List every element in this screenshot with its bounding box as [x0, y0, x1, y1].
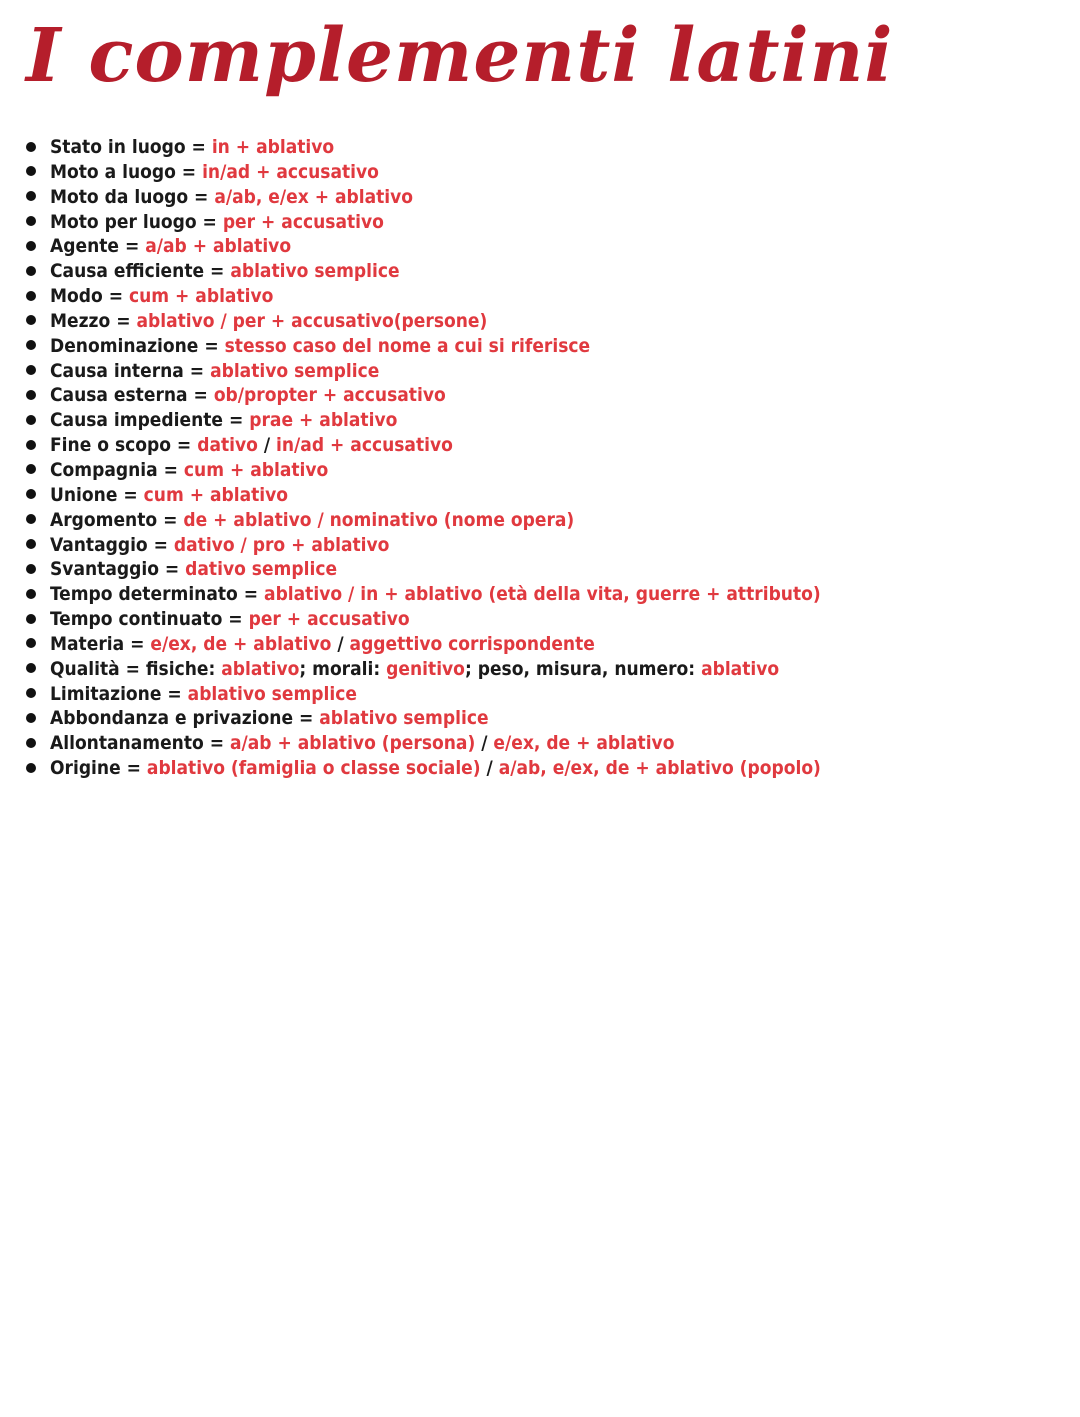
complement-term: Mezzo	[50, 309, 111, 332]
rule-text: ablativo	[701, 657, 780, 680]
bullet-icon	[26, 216, 36, 226]
bullet-icon	[26, 614, 36, 624]
complement-term: Tempo determinato	[50, 583, 238, 606]
rule-text: a/ab + ablativo	[145, 235, 292, 258]
rule-text: cum + ablativo	[143, 483, 289, 506]
equals-sign: =	[119, 657, 146, 680]
complement-term: Agente	[50, 235, 120, 258]
list-item	[26, 234, 821, 259]
rule-text: e/ex, de + ablativo	[150, 632, 332, 655]
bullet-icon	[26, 489, 36, 499]
rule-text: dativo	[197, 434, 258, 457]
rule-text: ablativo semplice	[319, 707, 489, 730]
bullet-icon	[26, 539, 36, 549]
complement-term: Moto da luogo	[50, 185, 189, 208]
rule-text: a/ab, e/ex + ablativo	[214, 185, 414, 208]
equals-sign: =	[175, 160, 203, 183]
list-item	[26, 483, 821, 508]
bullet-icon	[26, 663, 36, 673]
equals-sign: =	[157, 508, 184, 531]
complement-term: Vantaggio	[50, 533, 148, 556]
bullet-icon	[26, 638, 36, 648]
rule-text: per + accusativo	[248, 608, 410, 631]
complement-term: Modo	[50, 285, 103, 308]
connector-text: ; peso, misura, numero:	[464, 657, 702, 680]
rule-text: prae + ablativo	[249, 409, 398, 432]
complement-term: Allontanamento	[50, 732, 204, 755]
rule-text: a/ab, e/ex, de + ablativo (popolo)	[498, 757, 821, 780]
list-item	[26, 657, 821, 682]
rule-text: aggettivo corrispondente	[349, 632, 595, 655]
equals-sign: =	[293, 707, 320, 730]
equals-sign: =	[124, 632, 151, 655]
list-item	[26, 557, 821, 582]
equals-sign: =	[102, 285, 129, 308]
rule-text: ablativo semplice	[210, 359, 380, 382]
rule-text: in/ad + accusativo	[202, 160, 379, 183]
complement-term: Qualità	[50, 657, 120, 680]
list-item	[26, 408, 821, 433]
complement-term: Denominazione	[50, 334, 199, 357]
bullet-icon	[26, 514, 36, 524]
list-item	[26, 210, 821, 235]
complement-term: Svantaggio	[50, 558, 159, 581]
rule-text: ablativo (famiglia o classe sociale)	[146, 757, 481, 780]
equals-sign: =	[117, 483, 144, 506]
equals-sign: =	[119, 235, 146, 258]
rule-text: genitivo	[386, 657, 465, 680]
rule-text: per + accusativo	[222, 210, 384, 233]
connector-text: /	[480, 757, 499, 780]
rule-text: cum + ablativo	[128, 285, 274, 308]
rule-text: ablativo / per + accusativo(persone)	[136, 309, 488, 332]
rule-text: ablativo semplice	[230, 260, 400, 283]
list-item	[26, 756, 821, 781]
bullet-icon	[26, 142, 36, 152]
complement-term: Tempo continuato	[50, 608, 223, 631]
equals-sign: =	[157, 458, 184, 481]
rule-text: dativo semplice	[185, 558, 338, 581]
list-item	[26, 433, 821, 458]
bullet-icon	[26, 291, 36, 301]
list-item	[26, 259, 821, 284]
bullet-icon	[26, 365, 36, 375]
list-item	[26, 682, 821, 707]
rule-text: in + ablativo	[211, 136, 335, 158]
complement-term: Argomento	[50, 508, 158, 531]
equals-sign: =	[203, 732, 230, 755]
rule-text: dativo / pro + ablativo	[173, 533, 390, 556]
complement-term: Unione	[50, 483, 118, 506]
bullet-icon	[26, 390, 36, 400]
rule-text: e/ex, de + ablativo	[493, 732, 675, 755]
rule-text: ablativo semplice	[187, 682, 357, 705]
bullet-icon	[26, 688, 36, 698]
complement-term: Abbondanza e privazione	[50, 707, 294, 730]
connector-text: /	[257, 434, 277, 457]
list-item	[26, 632, 821, 657]
equals-sign: =	[185, 136, 212, 158]
list-item	[26, 731, 821, 756]
list-item	[26, 533, 821, 558]
list-item	[26, 334, 821, 359]
complement-term: Causa esterna	[50, 384, 188, 407]
equals-sign: =	[222, 608, 249, 631]
bullet-icon	[26, 464, 36, 474]
list-item	[26, 706, 821, 731]
complement-term: Fine o scopo	[50, 434, 171, 457]
complement-term: Materia	[50, 632, 125, 655]
rule-text: cum + ablativo	[183, 458, 329, 481]
list-item	[26, 582, 821, 607]
list-item	[26, 160, 821, 185]
list-item	[26, 284, 821, 309]
list-item	[26, 508, 821, 533]
rule-text: a/ab + ablativo (persona)	[229, 732, 476, 755]
rule-text: ob/propter + accusativo	[213, 384, 446, 407]
connector-text: /	[331, 632, 350, 655]
list-item	[26, 458, 821, 483]
bullet-icon	[26, 315, 36, 325]
bullet-icon	[26, 166, 36, 176]
list-item	[26, 383, 821, 408]
list-item	[26, 607, 821, 632]
complement-list	[26, 135, 821, 781]
equals-sign: =	[237, 583, 265, 606]
connector-text: fisiche:	[145, 657, 222, 680]
rule-text: de + ablativo / nominativo (nome opera)	[183, 508, 575, 531]
bullet-icon	[26, 340, 36, 350]
list-item	[26, 185, 821, 210]
bullet-icon	[26, 589, 36, 599]
complement-term: Moto a luogo	[50, 160, 176, 183]
equals-sign: =	[187, 384, 214, 407]
rule-text: ablativo / in + ablativo (età della vita, guerre + attributo)	[264, 583, 821, 606]
rule-text: ablativo	[221, 657, 300, 680]
bullet-icon	[26, 191, 36, 201]
list-item	[26, 309, 821, 334]
equals-sign: =	[223, 409, 250, 432]
bullet-icon	[26, 440, 36, 450]
equals-sign: =	[161, 682, 188, 705]
complement-term: Compagnia	[50, 458, 158, 481]
equals-sign: =	[170, 434, 198, 457]
bullet-icon	[26, 241, 36, 251]
equals-sign: =	[158, 558, 186, 581]
connector-text: ; morali:	[299, 657, 387, 680]
complement-term: Stato in luogo	[50, 136, 186, 158]
bullet-icon	[26, 738, 36, 748]
bullet-icon	[26, 713, 36, 723]
list-item	[26, 135, 821, 160]
bullet-icon	[26, 266, 36, 276]
equals-sign: =	[198, 334, 225, 357]
bullet-icon	[26, 415, 36, 425]
complement-term: Causa efficiente	[50, 260, 205, 283]
equals-sign: =	[196, 210, 223, 233]
equals-sign: =	[120, 757, 147, 780]
complement-term: Limitazione	[50, 682, 162, 705]
complement-term: Causa impediente	[50, 409, 224, 432]
equals-sign: =	[188, 185, 215, 208]
rule-text: stesso caso del nome a cui si riferisce	[224, 334, 591, 357]
complement-term: Moto per luogo	[50, 210, 197, 233]
equals-sign: =	[147, 533, 174, 556]
bullet-icon	[26, 564, 36, 574]
complement-term: Origine	[50, 757, 121, 780]
complement-term: Causa interna	[50, 359, 184, 382]
page-title: I complementi latini	[26, 13, 894, 99]
equals-sign: =	[204, 260, 231, 283]
list-item	[26, 359, 821, 384]
rule-text: in/ad + accusativo	[276, 434, 453, 457]
connector-text: /	[475, 732, 494, 755]
equals-sign: =	[110, 309, 137, 332]
bullet-icon	[26, 763, 36, 773]
equals-sign: =	[183, 359, 211, 382]
